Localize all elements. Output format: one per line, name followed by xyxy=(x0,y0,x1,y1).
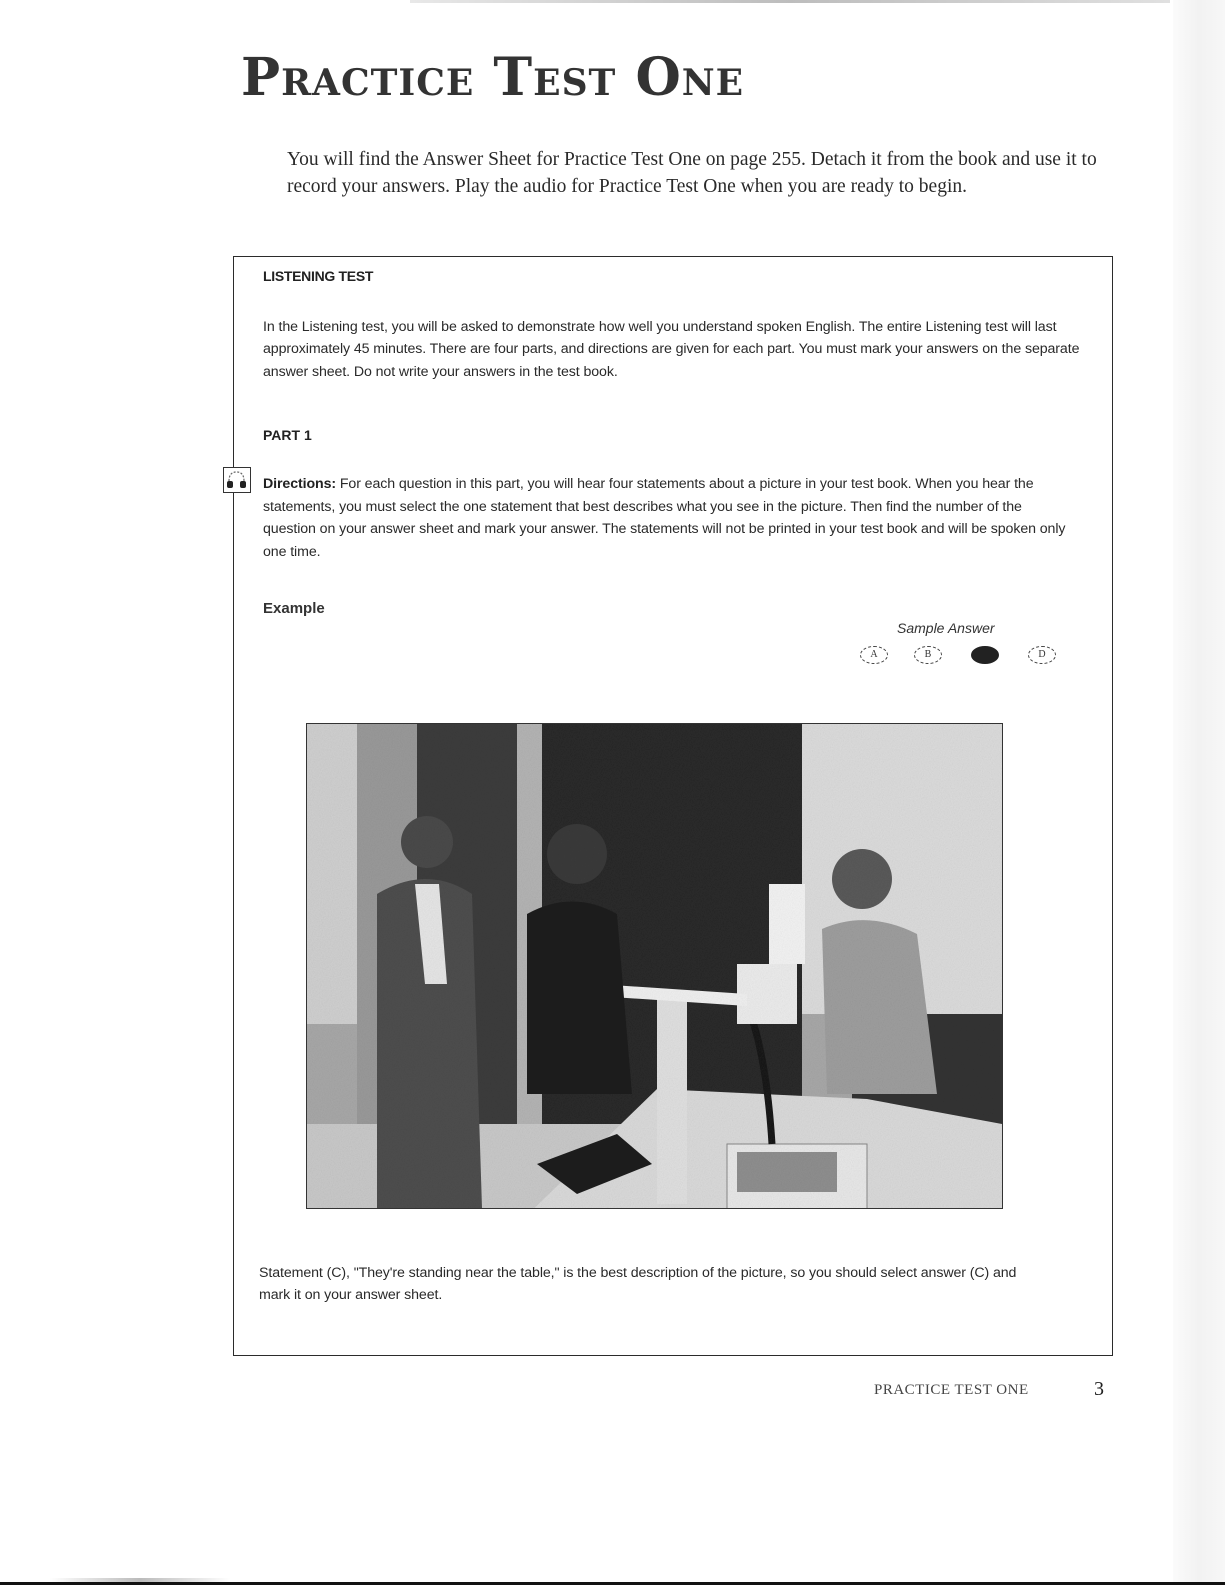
answer-bubble-a: A xyxy=(860,646,888,664)
example-heading: Example xyxy=(263,600,325,617)
listening-test-instructions: In the Listening test, you will be asked to demonstrate how well you understand spoken English. The entire Listening test will last approximately 45 minutes. There are four parts, and directions are given for each part. You must mark your answers on the separate answer sheet. Do not write your answers in the test book. xyxy=(263,319,1080,380)
page-title: Practice Test One xyxy=(241,47,745,108)
answer-bubble-b: B xyxy=(914,646,942,664)
directions-text: For each question in this part, you will hear four statements about a picture in your test book. When you hear the statements, you must select the one statement that best describes what you see in the picture. Then find the number of the question on your answer sheet and mark your answer. The statements will not be printed in your test book and will be spoken only one time. xyxy=(263,476,1066,560)
example-explanation: Statement (C), "They're standing near the table," is the best description of the picture, so you should select answer (C) and mark it on your answer sheet. xyxy=(259,1265,1017,1303)
sample-answer-label: Sample Answer xyxy=(897,620,995,636)
part-1-heading: PART 1 xyxy=(263,427,312,443)
page-number: 3 xyxy=(1094,1378,1104,1400)
example-photo xyxy=(306,723,1003,1209)
answer-bubble-d: D xyxy=(1028,646,1056,664)
directions-label: Directions: xyxy=(263,476,337,492)
running-footer-title: PRACTICE TEST ONE xyxy=(874,1382,1029,1398)
page-binding-shadow xyxy=(1173,0,1225,1585)
intro-paragraph: You will find the Answer Sheet for Practice Test One on page 255. Detach it from the book and use it to record your answers. Play the audio for Practice Test One when you are ready to begin. xyxy=(287,149,1097,197)
sample-answer-bubbles xyxy=(860,646,1060,668)
page-top-edge xyxy=(410,0,1170,3)
part-1-directions xyxy=(263,473,1073,563)
answer-bubble-c-filled xyxy=(971,646,999,664)
headphones-icon xyxy=(223,467,251,493)
listening-test-heading: LISTENING TEST xyxy=(263,268,374,284)
